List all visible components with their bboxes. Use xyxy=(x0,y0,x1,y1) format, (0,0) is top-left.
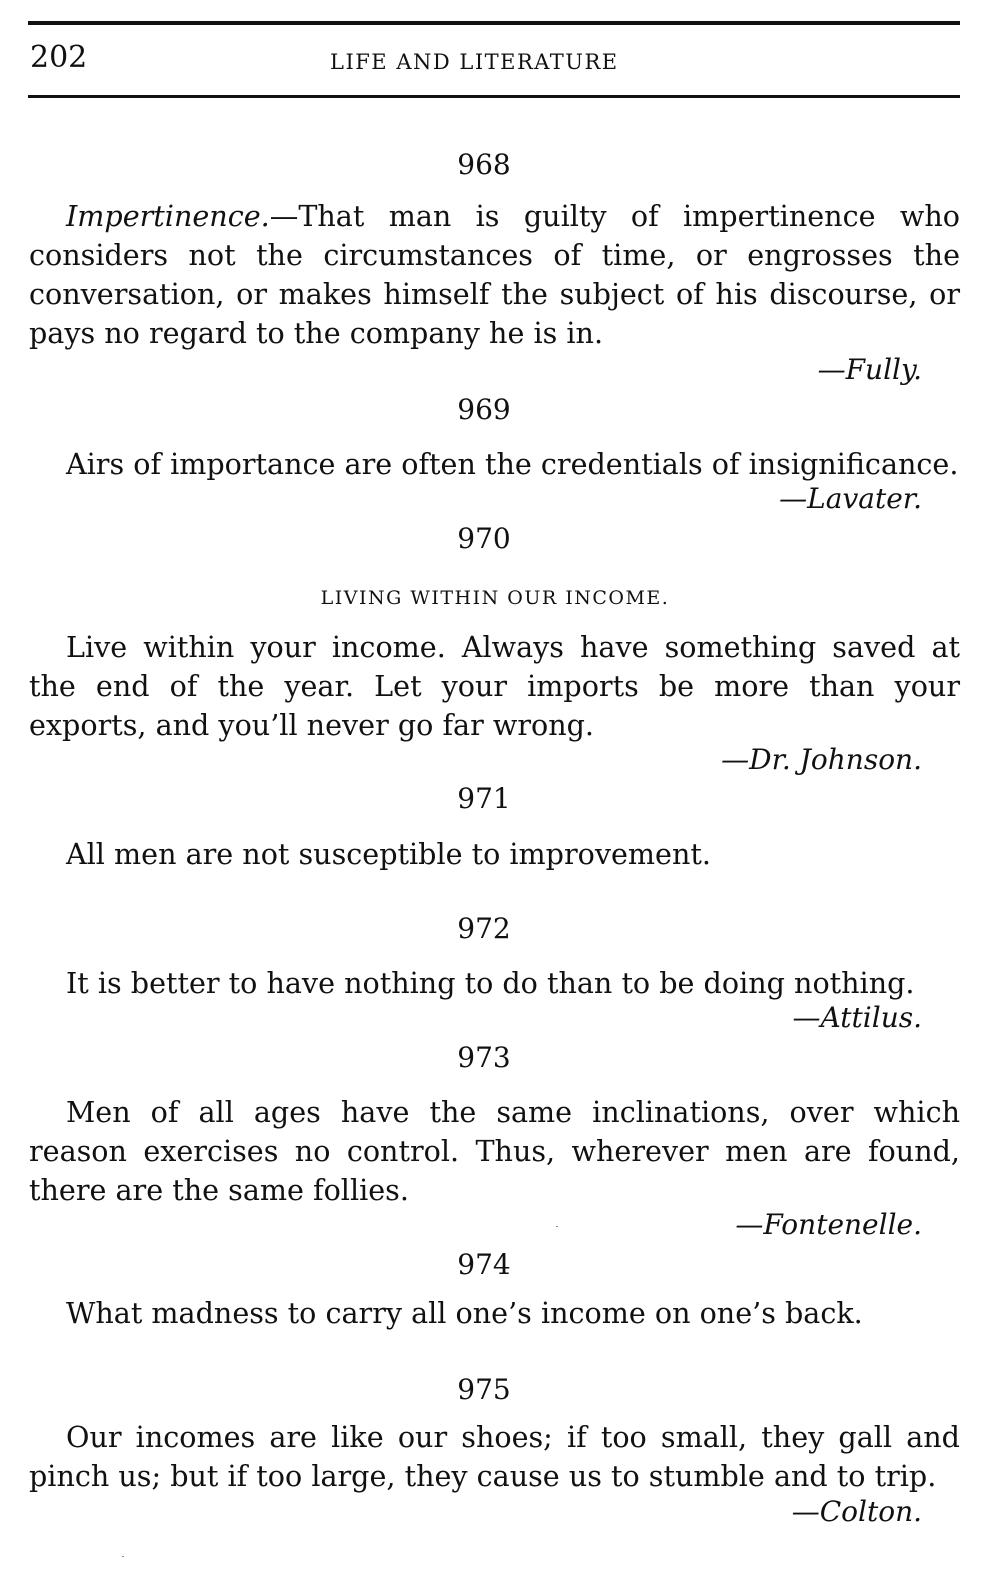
entry-number: 971 xyxy=(457,782,511,815)
entry-number: 975 xyxy=(457,1373,511,1406)
entry-number: 972 xyxy=(457,912,511,945)
paper-speck xyxy=(556,1226,558,1227)
entry-body: It is better to have nothing to do than to be doing nothing. xyxy=(66,966,915,1000)
entry-body: Live within your income. Always have something saved at the end of the year. Let your imports be more than your exports, and you’ll never go far wrong. xyxy=(29,630,960,742)
entry-text xyxy=(29,197,960,353)
entry-number: 974 xyxy=(457,1248,511,1281)
entry-lead: Impertinence. xyxy=(66,199,270,233)
entry-attribution: —Attilus. xyxy=(792,1001,922,1034)
entry-text xyxy=(29,628,960,745)
entry-attribution: —Colton. xyxy=(791,1495,922,1528)
entry-number: 970 xyxy=(457,522,511,555)
entry-text xyxy=(29,1093,960,1210)
entry-body: —That man is guilty of impertinence who considers not the circumstances of time, or engrosses the conversation, or makes himself the subject of his discourse, or pays no regard to the company he is in. xyxy=(29,199,960,350)
header-bottom-rule xyxy=(28,95,960,98)
header-top-rule xyxy=(28,21,960,25)
entry-number: 969 xyxy=(457,393,511,426)
entry-attribution: —Fully. xyxy=(817,353,922,386)
entry-text xyxy=(29,1294,960,1333)
entry-attribution: —Lavater. xyxy=(779,482,922,515)
entry-text xyxy=(29,445,960,484)
paper-speck xyxy=(122,1556,124,1557)
entry-text xyxy=(29,835,960,874)
entry-text xyxy=(29,1418,960,1496)
entry-body: Airs of importance are often the credentials of insignificance. xyxy=(66,447,959,481)
page-number: 202 xyxy=(30,40,88,75)
entry-text xyxy=(29,964,960,1003)
entry-number: 968 xyxy=(457,148,511,181)
entry-body: Men of all ages have the same inclinations, over which reason exercises no control. Thus, wherever men are found, there are the same follies. xyxy=(29,1095,960,1207)
entry-attribution: —Dr. Johnson. xyxy=(721,743,922,776)
entry-attribution: —Fontenelle. xyxy=(735,1208,922,1241)
entry-number: 973 xyxy=(457,1041,511,1074)
entry-body: What madness to carry all one’s income on one’s back. xyxy=(66,1296,863,1330)
entry-body: Our incomes are like our shoes; if too small, they gall and pinch us; but if too large, they cause us to stumble and to trip. xyxy=(29,1420,960,1493)
running-title: LIFE AND LITERATURE xyxy=(330,50,619,74)
section-heading: LIVING WITHIN OUR INCOME. xyxy=(320,587,670,609)
entry-body: All men are not susceptible to improvement. xyxy=(66,837,711,871)
